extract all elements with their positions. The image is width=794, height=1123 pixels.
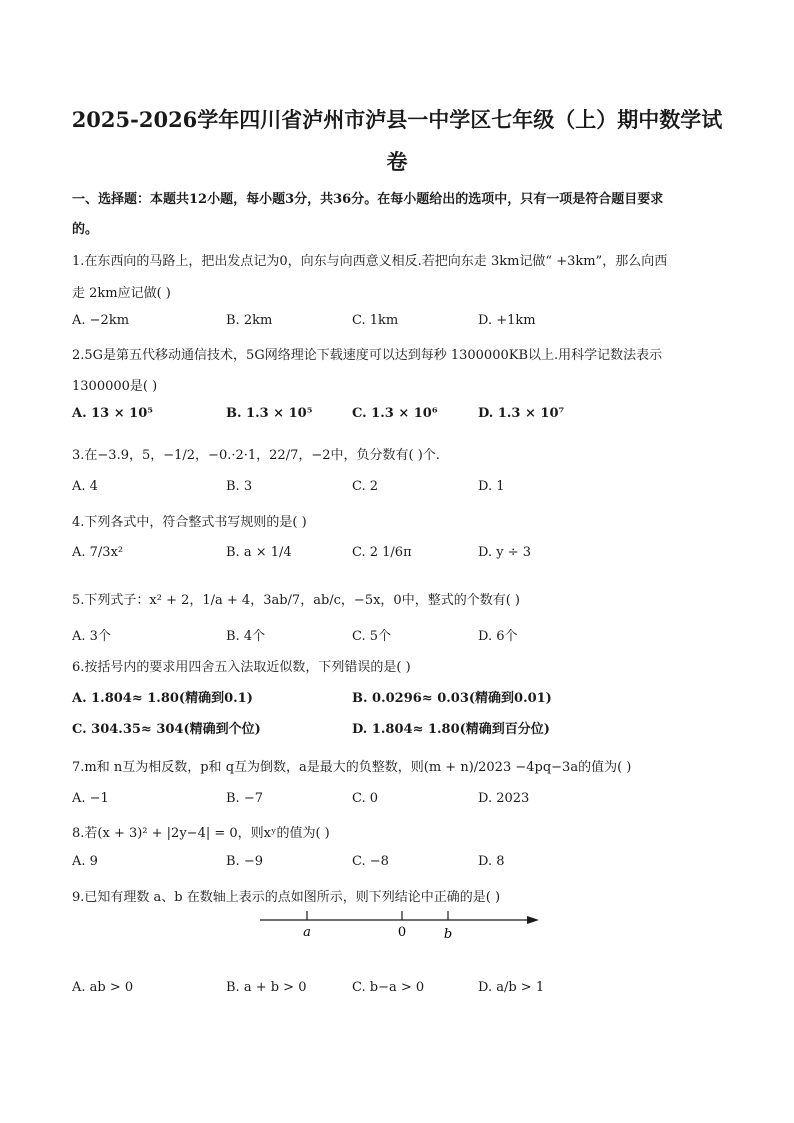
question-4-text: 4.下列各式中，符合整式书写规则的是( ) bbox=[72, 515, 307, 530]
question-5-option-b[interactable]: B. 4个 bbox=[226, 629, 266, 644]
question-5-option-a[interactable]: A. 3个 bbox=[72, 629, 111, 644]
number-line-figure bbox=[255, 900, 545, 950]
question-9-option-a[interactable]: A. ab > 0 bbox=[72, 980, 134, 995]
question-2-option-c[interactable]: C. 1.3 × 10⁶ bbox=[352, 406, 438, 421]
question-1-option-b[interactable]: B. 2km bbox=[226, 313, 273, 328]
page-title-line1: 2025-2026学年四川省泸州市泸县一中学区七年级（上）期中数学试 bbox=[71, 107, 723, 132]
question-8-option-c[interactable]: C. −8 bbox=[352, 854, 389, 869]
question-5-option-d[interactable]: D. 6个 bbox=[478, 629, 518, 644]
question-9-option-b[interactable]: B. a + b > 0 bbox=[226, 980, 307, 995]
question-3-text: 3.在−3.9，5，−1/2，−0.·2·1，22/7，−2中，负分数有( )个. bbox=[72, 448, 440, 463]
question-6-option-d[interactable]: D. 1.804≈ 1.80(精确到百分位) bbox=[352, 722, 550, 737]
question-4-option-c[interactable]: C. 2 1/6π bbox=[352, 545, 412, 560]
question-8-text: 8.若(x + 3)² + |2y−4| = 0，则xʸ的值为( ) bbox=[72, 826, 330, 841]
question-2-option-a[interactable]: A. 13 × 10⁵ bbox=[72, 406, 153, 421]
question-2-text-line2: 1300000是( ) bbox=[72, 379, 158, 394]
question-4-option-b[interactable]: B. a × 1/4 bbox=[226, 545, 292, 560]
question-6-option-c[interactable]: C. 304.35≈ 304(精确到个位) bbox=[72, 722, 261, 737]
page-title-line2: 卷 bbox=[386, 149, 408, 174]
arrow-icon bbox=[527, 916, 539, 924]
question-1-text-line1: 1.在东西向的马路上，把出发点记为0，向东与向西意义相反.若把向东走 3km记做“ +3km”，那么向西 bbox=[72, 254, 668, 269]
question-4-option-a[interactable]: A. 7/3x² bbox=[72, 545, 124, 560]
question-7-text: 7.m和 n互为相反数，p和 q互为倒数，a是最大的负整数，则(m + n)/2023 −4pq−3a的值为( ) bbox=[72, 760, 632, 775]
label-a: a bbox=[303, 925, 311, 940]
question-1-text-line2: 走 2km应记做( ) bbox=[72, 286, 171, 301]
label-b: b bbox=[443, 927, 453, 942]
question-6-option-a[interactable]: A. 1.804≈ 1.80(精确到0.1) bbox=[72, 691, 253, 706]
question-1-option-d[interactable]: D. +1km bbox=[478, 313, 536, 328]
question-1-option-a[interactable]: A. −2km bbox=[72, 313, 130, 328]
question-3-option-c[interactable]: C. 2 bbox=[352, 479, 379, 494]
question-1-option-c[interactable]: C. 1km bbox=[352, 313, 399, 328]
label-zero: 0 bbox=[397, 925, 407, 940]
question-9-option-c[interactable]: C. b−a > 0 bbox=[352, 980, 425, 995]
section-instruction-line1: 一、选择题：本题共12小题，每小题3分，共36分。在每小题给出的选项中，只有一项是符合题目要求 bbox=[72, 192, 664, 207]
question-5-option-c[interactable]: C. 5个 bbox=[352, 629, 392, 644]
question-9-text: 9.已知有理数 a、b 在数轴上表示的点如图所示，则下列结论中正确的是( ) bbox=[72, 890, 501, 905]
question-7-option-b[interactable]: B. −7 bbox=[226, 791, 263, 806]
question-7-option-c[interactable]: C. 0 bbox=[352, 791, 379, 806]
question-6-text: 6.按括号内的要求用四舍五入法取近似数，下列错误的是( ) bbox=[72, 660, 411, 675]
question-8-option-a[interactable]: A. 9 bbox=[72, 854, 98, 869]
question-6-option-b[interactable]: B. 0.0296≈ 0.03(精确到0.01) bbox=[352, 691, 552, 706]
question-8-option-b[interactable]: B. −9 bbox=[226, 854, 263, 869]
question-3-option-a[interactable]: A. 4 bbox=[72, 479, 98, 494]
question-2-text-line1: 2.5G是第五代移动通信技术，5G网络理论下载速度可以达到每秒 1300000KB以上.用科学记数法表示 bbox=[72, 348, 663, 363]
question-2-option-d[interactable]: D. 1.3 × 10⁷ bbox=[478, 406, 565, 421]
question-3-option-b[interactable]: B. 3 bbox=[226, 479, 253, 494]
question-5-text: 5.下列式子：x² + 2，1/a + 4，3ab/7，ab/c，−5x，0中，整式的个数有( ) bbox=[72, 593, 520, 608]
question-7-option-d[interactable]: D. 2023 bbox=[478, 791, 530, 806]
question-3-option-d[interactable]: D. 1 bbox=[478, 479, 505, 494]
question-7-option-a[interactable]: A. −1 bbox=[72, 791, 109, 806]
section-instruction-line2: 的。 bbox=[72, 222, 99, 237]
question-2-option-b[interactable]: B. 1.3 × 10⁵ bbox=[226, 406, 313, 421]
question-8-option-d[interactable]: D. 8 bbox=[478, 854, 505, 869]
question-4-option-d[interactable]: D. y ÷ 3 bbox=[478, 545, 531, 560]
question-9-option-d[interactable]: D. a/b > 1 bbox=[478, 980, 545, 995]
